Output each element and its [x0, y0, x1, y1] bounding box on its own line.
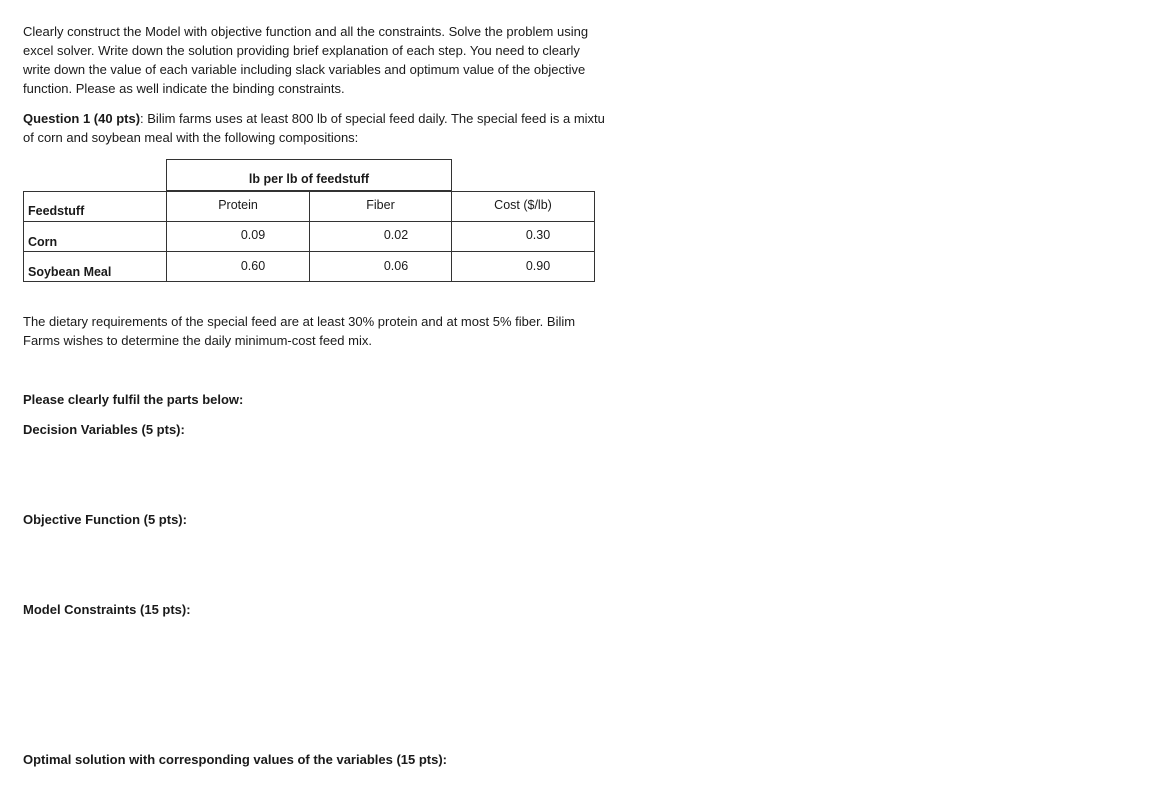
parts-intro-heading: Please clearly fulfil the parts below: — [23, 392, 244, 407]
table-group-header: lb per lb of feedstuff — [248, 172, 370, 186]
model-constraints-heading: Model Constraints (15 pts): — [23, 602, 191, 617]
column-header-fiber: Fiber — [366, 198, 395, 212]
corn-fiber-value: 0.02 — [383, 228, 409, 242]
question-line-1 — [23, 109, 605, 128]
column-header-protein: Protein — [218, 198, 258, 212]
soybean-fiber-value: 0.06 — [383, 259, 409, 273]
row-label-corn: Corn — [28, 235, 58, 249]
instructions-line: function. Please as well indicate the binding constraints. — [23, 81, 345, 96]
question-label: Question 1 (40 pts) — [23, 111, 141, 126]
soybean-protein-value: 0.60 — [240, 259, 266, 273]
requirements-line: The dietary requirements of the special feed are at least 30% protein and at most 5% fiber. Bilim — [23, 314, 576, 329]
question-paragraph — [23, 109, 605, 147]
instructions-line: Clearly construct the Model with objective function and all the constraints. Solve the problem using — [23, 24, 589, 39]
objective-function-heading: Objective Function (5 pts): — [23, 512, 187, 527]
instructions-paragraph — [23, 22, 588, 98]
corn-protein-value: 0.09 — [240, 228, 266, 242]
soybean-cost-value: 0.90 — [525, 259, 551, 273]
optimal-solution-heading: Optimal solution with corresponding values of the variables (15 pts): — [23, 752, 448, 767]
requirements-line: Farms wishes to determine the daily minimum-cost feed mix. — [23, 333, 372, 348]
column-header-feedstuff: Feedstuff — [28, 204, 85, 218]
question-line-2: of corn and soybean meal with the following compositions: — [23, 130, 359, 145]
instructions-line: excel solver. Write down the solution providing brief explanation of each step. You need to clearly — [23, 43, 580, 58]
requirements-paragraph — [23, 312, 575, 350]
instructions-line: write down the value of each variable including slack variables and optimum value of the objective — [23, 62, 586, 77]
column-header-cost: Cost ($/lb) — [494, 198, 552, 212]
corn-cost-value: 0.30 — [525, 228, 551, 242]
decision-variables-heading: Decision Variables (5 pts): — [23, 422, 185, 437]
question-text: : Bilim farms uses at least 800 lb of special feed daily. The special feed is a mixtu — [140, 111, 605, 126]
row-label-soybean-meal: Soybean Meal — [28, 265, 112, 279]
